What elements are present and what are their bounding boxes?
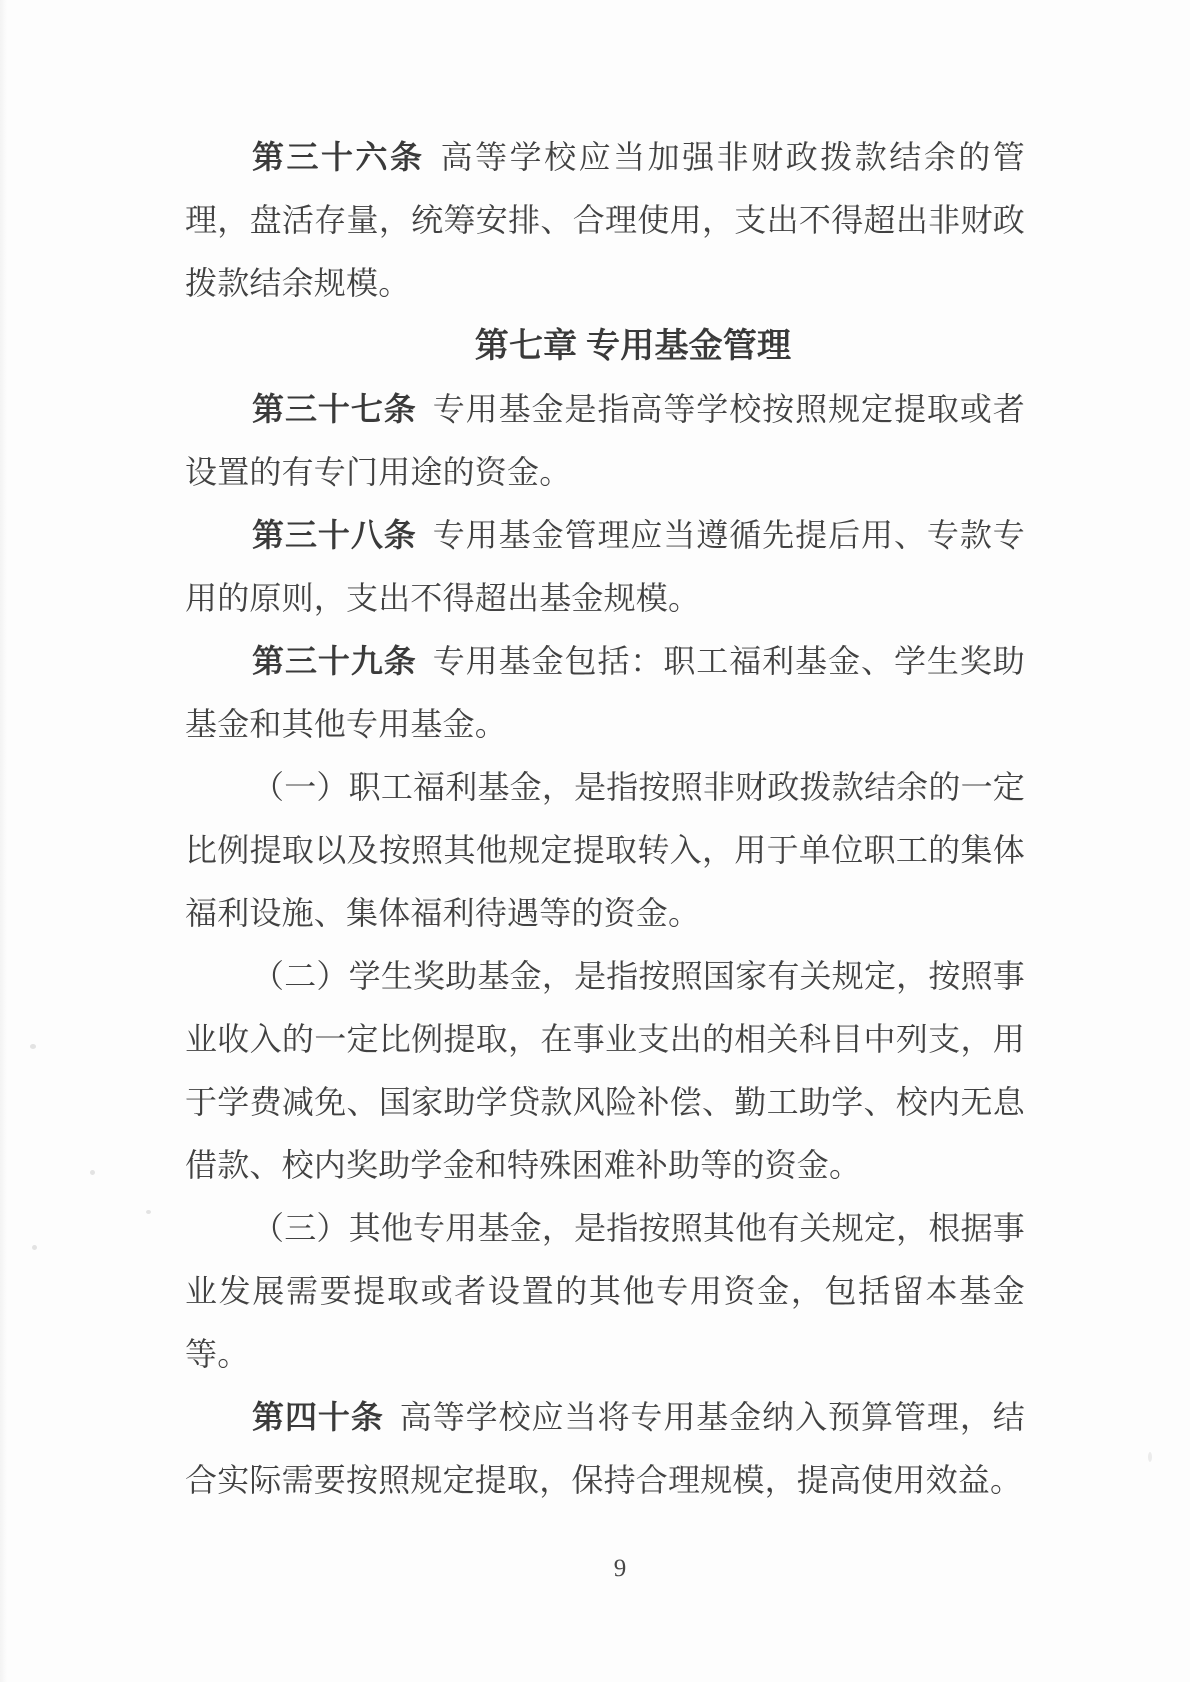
item-3-text: （三）其他专用基金，是指按照其他有关规定，根据事业发展需要提取或者设置的其他专用资金，包括留本基金等。 bbox=[185, 1210, 1025, 1372]
article-39-number: 第三十九条 bbox=[252, 643, 417, 679]
article-37-paragraph bbox=[185, 378, 1025, 504]
scan-speck bbox=[1148, 1452, 1152, 1462]
item-2-paragraph bbox=[185, 945, 1025, 1197]
scan-edge-shadow bbox=[0, 0, 7, 1682]
article-36-paragraph bbox=[185, 126, 1025, 315]
article-36-number: 第三十六条 bbox=[252, 139, 425, 175]
article-40-paragraph bbox=[185, 1386, 1025, 1512]
scan-speck bbox=[32, 1245, 37, 1250]
article-40-text: 高等学校应当将专用基金纳入预算管理，结合实际需要按照规定提取，保持合理规模，提高使用效益。 bbox=[185, 1399, 1025, 1498]
article-39-paragraph bbox=[185, 630, 1025, 756]
article-37-text: 专用基金是指高等学校按照规定提取或者设置的有专门用途的资金。 bbox=[185, 391, 1025, 490]
article-38-paragraph bbox=[185, 504, 1025, 630]
chapter-7-heading: 第七章 专用基金管理 bbox=[474, 328, 792, 365]
article-39-text: 专用基金包括：职工福利基金、学生奖助基金和其他专用基金。 bbox=[185, 643, 1025, 742]
article-40-number: 第四十条 bbox=[252, 1399, 384, 1435]
item-3-paragraph bbox=[185, 1197, 1025, 1386]
article-38-number: 第三十八条 bbox=[252, 517, 417, 553]
article-38-text: 专用基金管理应当遵循先提后用、专款专用的原则，支出不得超出基金规模。 bbox=[185, 517, 1025, 616]
item-2-text: （二）学生奖助基金，是指按照国家有关规定，按照事业收入的一定比例提取，在事业支出的相关科目中列支，用于学费减免、国家助学贷款风险补偿、勤工助学、校内无息借款、校内奖助学金和特殊困难补助等的资金。 bbox=[185, 958, 1025, 1183]
scan-speck bbox=[146, 1210, 151, 1214]
item-1-text: （一）职工福利基金，是指按照非财政拨款结余的一定比例提取以及按照其他规定提取转入，用于单位职工的集体福利设施、集体福利待遇等的资金。 bbox=[185, 769, 1025, 931]
item-1-paragraph bbox=[185, 756, 1025, 945]
scan-speck bbox=[90, 1170, 95, 1175]
document-body bbox=[185, 126, 1025, 1512]
page-number: 9 bbox=[613, 1555, 627, 1582]
article-37-number: 第三十七条 bbox=[252, 391, 417, 427]
article-36-text: 高等学校应当加强非财政拨款结余的管理，盘活存量，统筹安排、合理使用，支出不得超出非财政拨款结余规模。 bbox=[185, 139, 1025, 301]
scan-speck bbox=[30, 1044, 36, 1049]
